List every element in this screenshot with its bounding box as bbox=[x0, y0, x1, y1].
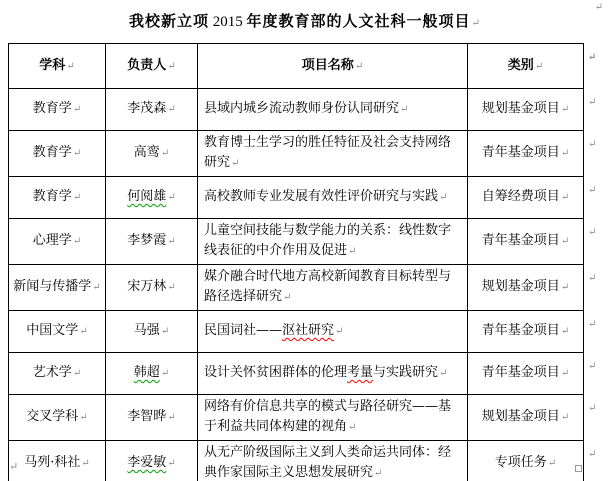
row-end-mark-icon: ↵ bbox=[588, 138, 597, 150]
discipline-cell[interactable] bbox=[9, 89, 106, 131]
paragraph-mark-icon: ↵ bbox=[167, 412, 176, 423]
category-cell[interactable] bbox=[468, 177, 584, 219]
project-cell[interactable] bbox=[198, 353, 468, 395]
discipline-cell[interactable] bbox=[9, 219, 106, 265]
paragraph-mark-icon: ↵ bbox=[167, 282, 176, 293]
category-cell[interactable] bbox=[468, 395, 584, 441]
category-cell[interactable] bbox=[468, 311, 584, 353]
paragraph-mark-icon: ↵ bbox=[72, 192, 82, 203]
header-cell-0[interactable] bbox=[9, 44, 106, 89]
paragraph-mark-icon: ↵ bbox=[348, 246, 357, 257]
table-row bbox=[9, 395, 604, 441]
paragraph-mark-icon: ↵ bbox=[560, 282, 570, 293]
table-row bbox=[9, 177, 604, 219]
paragraph-mark-icon: ↵ bbox=[167, 192, 176, 203]
category-text: 规划基金项目 bbox=[481, 409, 560, 424]
project-cell[interactable] bbox=[198, 311, 468, 353]
header-row bbox=[9, 44, 604, 89]
page-corner-mark-icon: ↵ bbox=[594, 2, 603, 13]
projects-table bbox=[8, 43, 604, 481]
row-end-mark bbox=[584, 89, 604, 131]
project-text-segment: 网络有价信息共享的模式与路径研究——基于利益共同体构建的视角 bbox=[204, 399, 452, 434]
paragraph-mark-icon: ↵ bbox=[72, 236, 82, 247]
row-end-mark bbox=[584, 353, 604, 395]
paragraph-mark-icon: ↵ bbox=[560, 148, 570, 159]
paragraph-mark-icon: ↵ bbox=[167, 60, 176, 72]
category-text: 青年基金项目 bbox=[481, 323, 560, 338]
title-suffix: 年度教育部的人文社科一般项目 bbox=[246, 12, 471, 30]
discipline-text: 艺术学 bbox=[32, 365, 72, 380]
table-row bbox=[9, 353, 604, 395]
paragraph-mark-icon: ↵ bbox=[283, 292, 292, 303]
paragraph-mark-icon: ↵ bbox=[471, 18, 480, 29]
discipline-text: 教育学 bbox=[32, 189, 72, 204]
paragraph-mark-icon: ↵ bbox=[560, 192, 570, 203]
paragraph-mark-icon: ↵ bbox=[160, 368, 170, 379]
paragraph-mark-icon: ↵ bbox=[160, 326, 170, 337]
row-end-mark-icon: ↵ bbox=[588, 226, 597, 238]
paragraph-mark-icon: ↵ bbox=[400, 104, 409, 115]
paragraph-mark-icon: ↵ bbox=[72, 368, 82, 379]
table-row bbox=[9, 219, 604, 265]
title-year: 2015 bbox=[209, 14, 247, 30]
leader-cell[interactable] bbox=[106, 219, 198, 265]
paragraph-mark-icon: ↵ bbox=[160, 148, 170, 159]
paragraph-mark-icon: ↵ bbox=[167, 458, 176, 469]
leader-text: 马强 bbox=[133, 323, 160, 338]
row-end-mark bbox=[584, 395, 604, 441]
row-end-mark bbox=[584, 44, 604, 89]
project-text-segment: 民国词社—— bbox=[204, 323, 283, 338]
category-cell[interactable] bbox=[468, 353, 584, 395]
leader-cell[interactable] bbox=[106, 353, 198, 395]
leader-text: 李茂森 bbox=[127, 101, 167, 116]
paragraph-mark-icon: ↵ bbox=[547, 458, 557, 469]
discipline-text: 中国文学 bbox=[26, 323, 79, 338]
project-text-segment: 从无产阶级国际主义到人类命运共同体：经典作家国际主义思想发展研究 bbox=[204, 445, 452, 480]
paragraph-mark-icon: ↵ bbox=[354, 60, 364, 72]
paragraph-mark-icon: ↵ bbox=[231, 158, 240, 169]
project-text-segment: 与实践研究 bbox=[373, 365, 439, 380]
category-text: 专项任务 bbox=[494, 455, 547, 470]
paragraph-mark-icon: ↵ bbox=[92, 282, 101, 293]
paragraph-mark-icon: ↵ bbox=[374, 468, 383, 479]
row-end-mark-icon: ↵ bbox=[588, 402, 597, 414]
project-text-segment: 媒介融合时代地方高校新闻教育目标转型与路径选择研究 bbox=[204, 269, 452, 304]
leader-cell[interactable] bbox=[106, 131, 198, 177]
table-row bbox=[9, 89, 604, 131]
paragraph-mark-icon: ↵ bbox=[79, 412, 88, 423]
leader-text: 李爱敏 bbox=[127, 455, 167, 470]
paragraph-mark-icon: ↵ bbox=[81, 458, 90, 469]
table-row bbox=[9, 441, 604, 481]
category-cell[interactable] bbox=[468, 219, 584, 265]
discipline-cell[interactable] bbox=[9, 311, 106, 353]
paragraph-mark-icon: ↵ bbox=[439, 192, 448, 203]
category-text: 青年基金项目 bbox=[481, 233, 560, 248]
paragraph-mark-icon: ↵ bbox=[560, 412, 570, 423]
discipline-text: 交叉学科 bbox=[26, 409, 79, 424]
leader-text: 高鸾 bbox=[133, 145, 160, 160]
table-resize-handle[interactable] bbox=[575, 465, 582, 472]
project-text-segment: 县域内城乡流动教师身份认同研究 bbox=[204, 101, 400, 116]
paragraph-mark-icon: ↵ bbox=[335, 326, 344, 337]
leader-cell[interactable] bbox=[106, 89, 198, 131]
header-cell-2[interactable] bbox=[198, 44, 468, 89]
header-cell-1[interactable] bbox=[106, 44, 198, 89]
row-end-mark bbox=[584, 441, 604, 481]
category-cell[interactable] bbox=[468, 89, 584, 131]
category-cell[interactable] bbox=[468, 265, 584, 311]
title-prefix: 我校新立项 bbox=[129, 12, 210, 30]
leader-cell[interactable] bbox=[106, 177, 198, 219]
discipline-cell[interactable] bbox=[9, 177, 106, 219]
project-cell[interactable] bbox=[198, 219, 468, 265]
leader-text: 李梦霞 bbox=[127, 233, 167, 248]
header-cell-3[interactable] bbox=[468, 44, 584, 89]
paragraph-mark-icon: ↵ bbox=[72, 148, 82, 159]
discipline-cell[interactable] bbox=[9, 441, 106, 481]
row-end-mark-icon: ↵ bbox=[588, 272, 597, 284]
category-cell[interactable] bbox=[468, 131, 584, 177]
project-text-segment: 设计关怀贫困群体的伦理 bbox=[204, 365, 348, 380]
discipline-text: 心理学 bbox=[32, 233, 72, 248]
category-text: 青年基金项目 bbox=[481, 145, 560, 160]
discipline-cell[interactable] bbox=[9, 131, 106, 177]
paragraph-mark-icon: ↵ bbox=[560, 236, 570, 247]
table-row bbox=[9, 131, 604, 177]
row-end-mark bbox=[584, 131, 604, 177]
discipline-cell[interactable] bbox=[9, 353, 106, 395]
discipline-cell[interactable] bbox=[9, 265, 106, 311]
discipline-text: 教育学 bbox=[32, 101, 72, 116]
project-cell[interactable] bbox=[198, 131, 468, 177]
paragraph-mark-icon: ↵ bbox=[167, 236, 176, 247]
leader-cell[interactable] bbox=[106, 395, 198, 441]
table-row bbox=[9, 265, 604, 311]
row-end-mark bbox=[584, 177, 604, 219]
project-cell[interactable] bbox=[198, 441, 468, 481]
row-end-mark-icon: ↵ bbox=[588, 184, 597, 196]
row-end-mark bbox=[584, 311, 604, 353]
row-end-mark-icon: ↵ bbox=[588, 318, 597, 330]
paragraph-mark-icon: ↵ bbox=[560, 326, 570, 337]
paragraph-mark-icon: ↵ bbox=[560, 104, 570, 115]
project-text-segment: 考量 bbox=[347, 365, 374, 380]
header-label: 类别 bbox=[507, 57, 534, 73]
category-text: 自筹经费项目 bbox=[481, 189, 560, 204]
leader-cell[interactable] bbox=[106, 265, 198, 311]
row-end-mark-icon: ↵ bbox=[588, 96, 597, 108]
category-text: 规划基金项目 bbox=[481, 279, 560, 294]
table-body bbox=[9, 89, 604, 481]
paragraph-mark-icon: ↵ bbox=[79, 326, 88, 337]
row-end-mark-icon: ↵ bbox=[588, 51, 597, 63]
header-label: 项目名称 bbox=[301, 57, 354, 73]
row-end-mark-icon: ↵ bbox=[588, 448, 597, 460]
project-cell[interactable] bbox=[198, 265, 468, 311]
discipline-text: 教育学 bbox=[32, 145, 72, 160]
header-label: 负责人 bbox=[127, 57, 167, 73]
leader-cell[interactable] bbox=[106, 441, 198, 481]
paragraph-mark-icon: ↵ bbox=[348, 422, 357, 433]
table-row bbox=[9, 311, 604, 353]
paragraph-mark-icon: ↵ bbox=[560, 368, 570, 379]
paragraph-mark-icon: ↵ bbox=[439, 368, 448, 379]
leader-text: 韩超 bbox=[133, 365, 160, 380]
document-title[interactable] bbox=[0, 10, 609, 31]
paragraph-mark-icon: ↵ bbox=[66, 60, 75, 72]
leader-text: 李智晔 bbox=[127, 409, 167, 424]
leader-text: 宋万林 bbox=[127, 279, 167, 294]
project-text-segment: 高校教师专业发展有效性评价研究与实践 bbox=[204, 189, 439, 204]
project-text-segment: 沤社研究 bbox=[282, 323, 335, 338]
category-cell[interactable] bbox=[468, 441, 584, 481]
leader-cell[interactable] bbox=[106, 311, 198, 353]
table-header bbox=[9, 44, 604, 89]
paragraph-mark-icon: ↵ bbox=[534, 60, 544, 72]
paragraph-mark-icon: ↵ bbox=[9, 460, 19, 473]
paragraph-mark-icon: ↵ bbox=[167, 104, 176, 115]
category-text: 青年基金项目 bbox=[481, 365, 560, 380]
discipline-cell[interactable] bbox=[9, 395, 106, 441]
row-end-mark bbox=[584, 265, 604, 311]
discipline-text: 新闻与传播学 bbox=[13, 279, 92, 294]
project-cell[interactable] bbox=[198, 177, 468, 219]
header-label: 学科 bbox=[39, 57, 66, 73]
row-end-mark bbox=[584, 219, 604, 265]
discipline-text: 马列·科社 bbox=[24, 455, 81, 470]
leader-text: 何阅雄 bbox=[127, 189, 167, 204]
project-text-segment: 儿童空间技能与数学能力的关系：线性数字线表征的中介作用及促进 bbox=[204, 223, 452, 258]
project-text-segment: 教育博士生学习的胜任特征及社会支持网络研究 bbox=[204, 135, 452, 170]
category-text: 规划基金项目 bbox=[481, 101, 560, 116]
paragraph-mark-icon: ↵ bbox=[72, 104, 82, 115]
row-end-mark-icon: ↵ bbox=[588, 360, 597, 372]
project-cell[interactable] bbox=[198, 395, 468, 441]
project-cell[interactable] bbox=[198, 89, 468, 131]
